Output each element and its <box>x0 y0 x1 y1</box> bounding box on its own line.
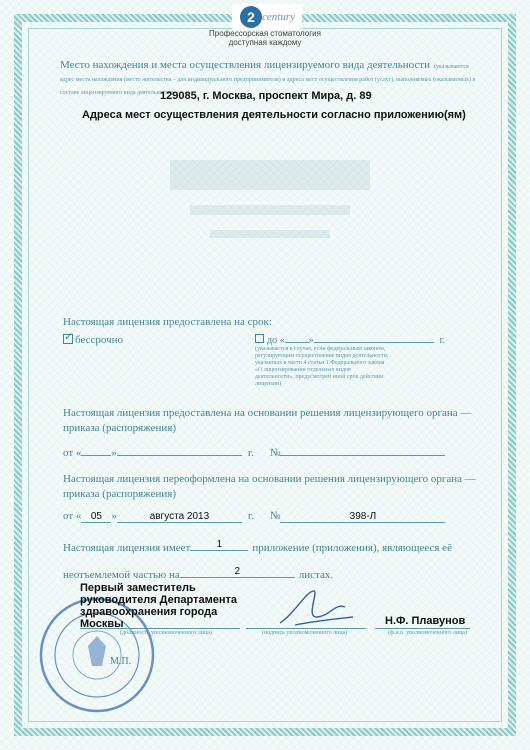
checkbox-empty-icon <box>255 334 264 343</box>
reissue-mid: » <box>111 510 117 522</box>
term-indefinite-option <box>63 333 123 346</box>
name-line <box>375 628 470 629</box>
term-date-blank <box>314 333 434 343</box>
term-note: (указывается в случае, если федеральным законом, регулирующим осуществление видов деятельности, указанных в части 4 статьи 1 Федерального закона «О лицензировании отдельных видов деятельности», предусмотрен иной срок действия лицензии) <box>255 346 389 387</box>
logo-tagline: Профессорская стоматология доступная каждому <box>209 29 321 47</box>
checkbox-checked-icon: ✓ <box>64 331 74 343</box>
term-until-option <box>255 333 445 346</box>
logo-mark: 2 <box>240 6 262 28</box>
appendix-text-after: приложение (приложения), являющееся её <box>252 542 452 554</box>
signature-caption: (подпись уполномоченного лица) <box>262 630 348 636</box>
addresses-note: Адреса мест осуществления деятельности согласно приложению(ям) <box>82 109 466 121</box>
signature <box>275 583 355 633</box>
reissue-line <box>63 510 445 523</box>
basis-number-label: № <box>269 447 281 459</box>
term-indefinite-label: бессрочно <box>75 334 124 346</box>
location-title: Место нахождения и места осуществления лицензируемого вида деятельности <box>60 59 430 71</box>
appendix-text-before: Настоящая лицензия имеет <box>63 542 191 554</box>
location-note: (указываются адрес места нахождения (место жительства – для индивидуального предпринимателя) и адреса мест осуществления работ (услуг), выполняемых (оказываемых) в составе лицензируемого вида деятельности) <box>60 64 476 96</box>
reissue-month-year: августа 2013 <box>117 511 242 523</box>
reissue-day: 05 <box>81 511 111 523</box>
basis-year-label: г. <box>247 447 254 459</box>
signature-line <box>246 628 366 629</box>
term-until-label: до « <box>267 335 285 346</box>
basis-mid: » <box>111 447 117 459</box>
reissue-from-label: от « <box>63 510 82 522</box>
watermark-emblem <box>150 150 390 270</box>
term-until-mid: » <box>308 335 314 346</box>
appendix-count: 1 <box>190 539 248 551</box>
appendix-part-text: неотъемлемой частью на <box>63 569 180 581</box>
appendix-sheets-suffix: листах. <box>298 569 334 581</box>
logo-text: century <box>262 11 295 23</box>
position-caption: (должность уполномоченного лица) <box>120 630 212 636</box>
basis-number-blank <box>280 445 445 456</box>
reissue-number-label: № <box>269 510 281 522</box>
appendix-sheets-line <box>63 566 334 582</box>
term-day-blank <box>285 333 309 343</box>
basis-day-blank <box>81 445 111 456</box>
basis-from-label: от « <box>63 447 82 459</box>
reissue-text: Настоящая лицензия переоформлена на основании решения лицензирующего органа — приказа (распоряжения) <box>63 473 476 500</box>
term-label: Настоящая лицензия предоставлена на срок: <box>63 316 272 328</box>
name-caption: (ф.и.о. уполномоченного лица) <box>388 630 467 636</box>
logo <box>232 4 302 30</box>
position-line <box>80 628 240 629</box>
signatory-name: Н.Ф. Плавунов <box>385 615 466 627</box>
address-value: 129085, г. Москва, проспект Мира, д. 89 <box>160 90 372 102</box>
term-year-suffix: г. <box>439 335 446 346</box>
appendix-line <box>63 539 452 555</box>
reissue-number: 398-Л <box>280 511 445 523</box>
basis-line <box>63 445 445 459</box>
basis-text: Настоящая лицензия предоставлена на основании решения лицензирующего органа — приказа (распоряжения) <box>63 407 472 434</box>
basis-date-blank <box>117 445 242 456</box>
reissue-year-label: г. <box>247 510 254 522</box>
seal-place-label: М.П. <box>110 656 132 667</box>
appendix-sheets: 2 <box>180 566 295 578</box>
signatory-position: Первый заместитель руководителя Департамента здравоохранения города Москвы <box>80 582 238 630</box>
